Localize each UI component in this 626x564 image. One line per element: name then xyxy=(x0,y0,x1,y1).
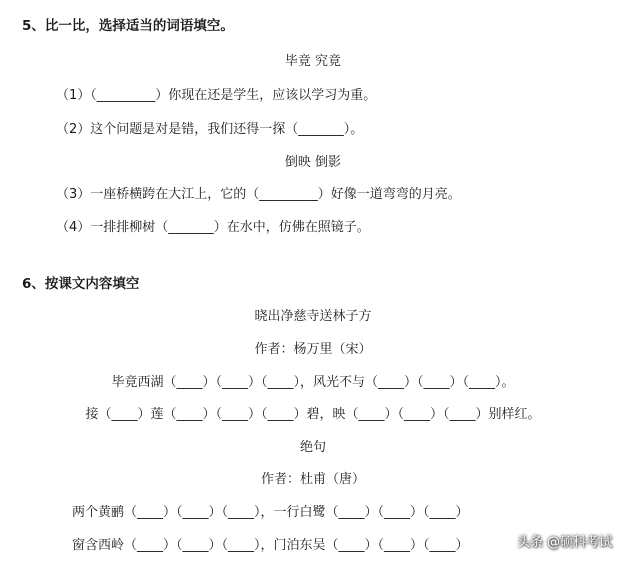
poem1-title: 晓出净慈寺送林子方 xyxy=(254,309,372,324)
word-group-1: 毕竟 究竟 xyxy=(284,54,342,69)
question-4: （4）一排排柳树（_______）在水中，仿佛在照镜子。 xyxy=(56,220,370,235)
poem2-line2: 窗含西岭（____）（____）（____），门泊东吴（____）（____）（____） xyxy=(72,538,469,553)
section5-heading: 5、比一比，选择适当的词语填空。 xyxy=(22,18,234,34)
section6-heading: 6、按课文内容填空 xyxy=(22,276,140,292)
poem1-line1: 毕竟西湖（____）（____）（____），风光不与（____）（____）（____）。 xyxy=(111,375,515,390)
poem1-author: 作者：杨万里（宋） xyxy=(254,342,372,357)
question-1: （1）（_________）你现在还是学生，应该以学习为重。 xyxy=(56,88,377,103)
word-group-2: 倒映 倒影 xyxy=(284,155,342,170)
question-2: （2）这个问题是对是错，我们还得一探（_______）。 xyxy=(56,122,364,137)
poem2-title: 绝句 xyxy=(299,440,326,455)
poem2-line1: 两个黄鹂（____）（____）（____），一行白鹭（____）（____）（____） xyxy=(72,505,469,520)
poem1-line2: 接（____）莲（____）（____）（____）碧，映（____）（____）（____）别样红。 xyxy=(85,407,541,422)
watermark: 头条 @硕科考试 xyxy=(516,535,612,550)
poem2-author: 作者：杜甫（唐） xyxy=(260,472,365,487)
question-3: （3）一座桥横跨在大江上，它的（_________）好像一道弯弯的月亮。 xyxy=(56,187,461,202)
